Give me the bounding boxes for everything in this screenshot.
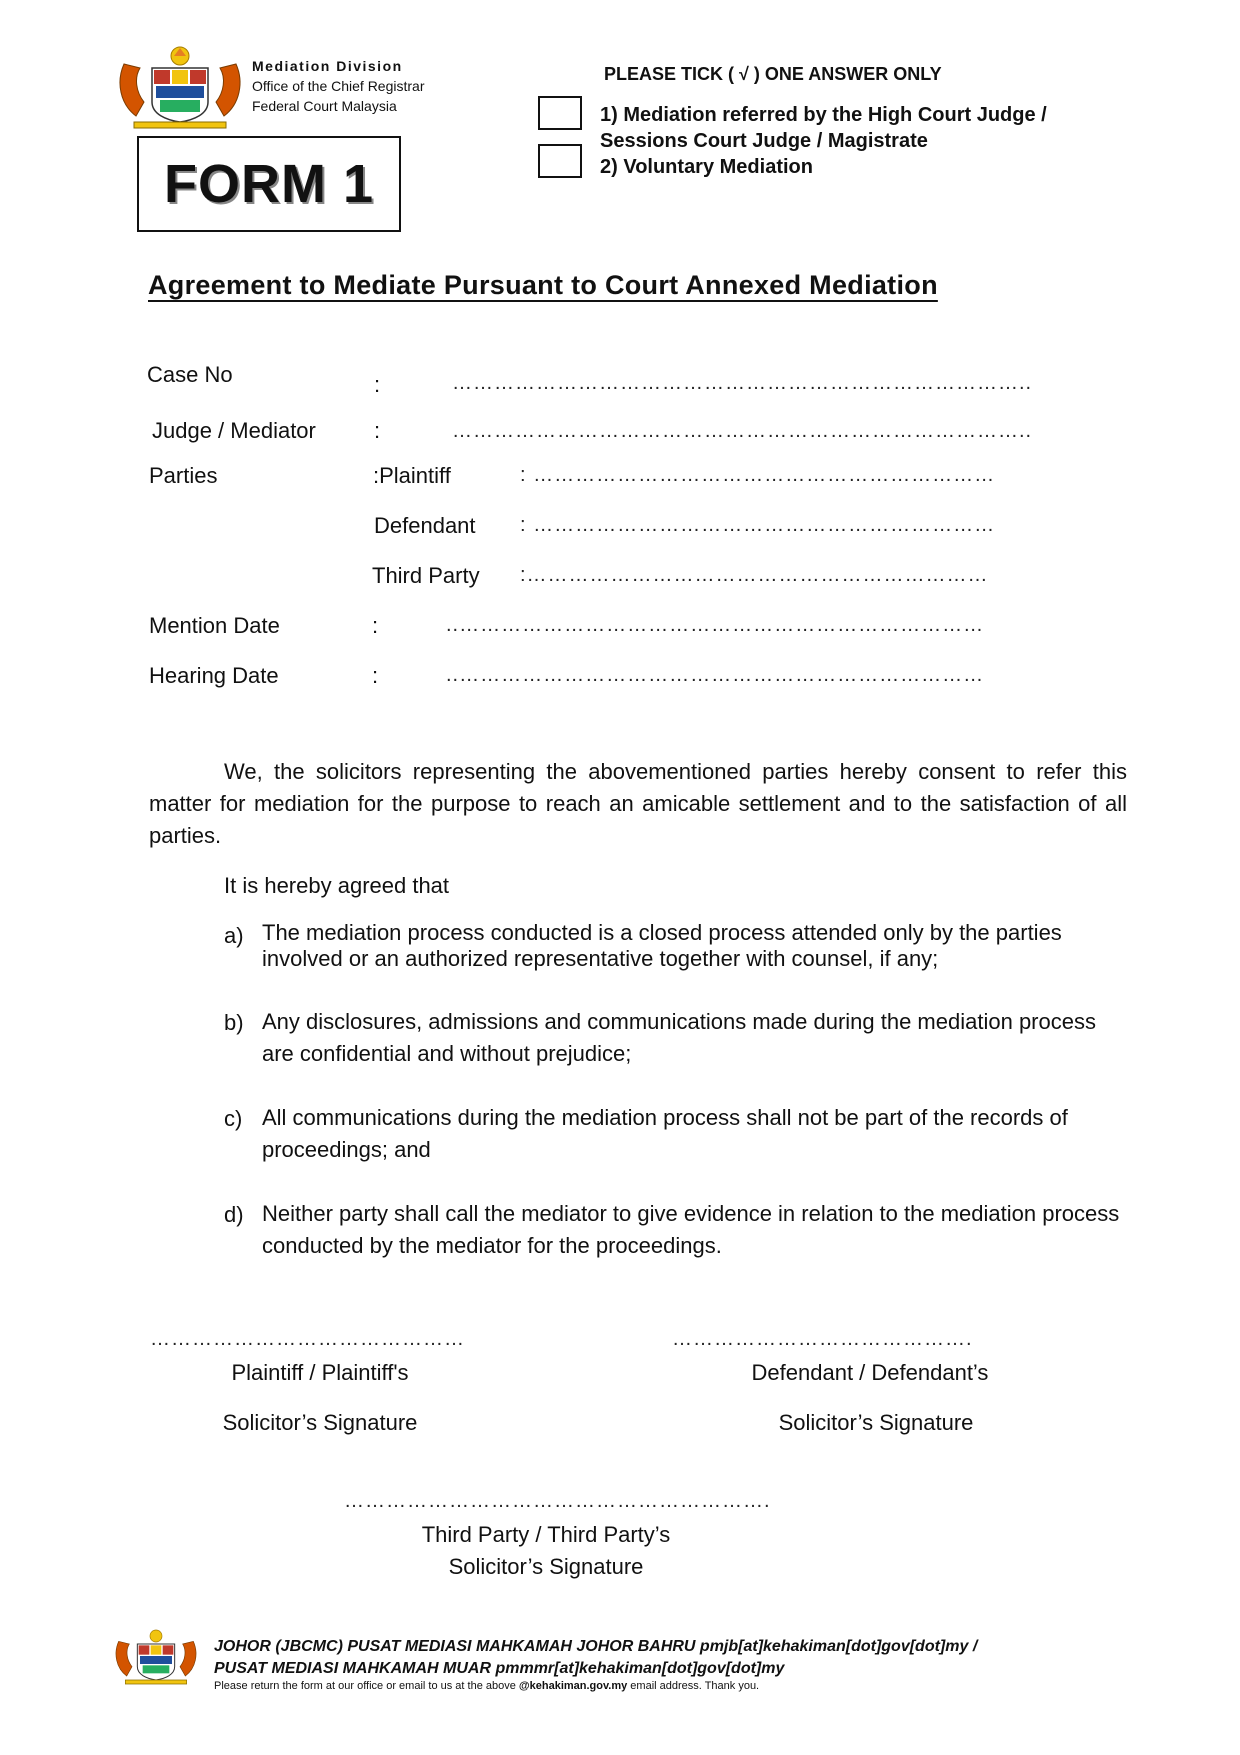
division-name: Mediation Division (252, 58, 403, 74)
hearing-date-field[interactable]: ..………………………………………………………………… (446, 664, 985, 686)
plaintiff-signature-label: Plaintiff / Plaintiff's (231, 1360, 409, 1385)
plaintiff-signature-line[interactable]: ……………………………………… (150, 1328, 465, 1350)
form-number-box (137, 136, 401, 232)
plaintiff-field[interactable]: : ………………………………………………………… (520, 464, 996, 486)
judge-colon: : (374, 418, 381, 443)
third-party-signature-label: Third Party / Third Party’s (421, 1522, 671, 1547)
option1-label-line2: Sessions Court Judge / Magistrate (600, 130, 928, 152)
footer-line2: PUSAT MEDIASI MAHKAMAH MUAR pmmmr[at]kehakiman[dot]gov[dot]my (214, 1660, 785, 1677)
parties-label: Parties (149, 463, 218, 488)
item-b-letter: b) (224, 1010, 244, 1035)
item-c-text: All communications during the mediation process shall not be part of the records of proceedings; and (262, 1105, 1068, 1162)
mention-date-colon: : (372, 613, 379, 638)
defendant-solicitor-signature-label: Solicitor’s Signature (778, 1410, 974, 1435)
case-no-colon: : (374, 372, 381, 397)
footer-coat-of-arms-logo (112, 1620, 200, 1692)
office-header (252, 56, 424, 116)
defendant-signature-line[interactable]: ……………………………………. (672, 1328, 973, 1350)
form-number: FORM 1 (163, 154, 374, 214)
tick-instruction: PLEASE TICK ( √ ) ONE ANSWER ONLY (604, 64, 942, 84)
judge-label: Judge / Mediator (152, 418, 316, 443)
item-b-text: Any disclosures, admissions and communications made during the mediation process are confidential and without prejudice; (262, 1009, 1096, 1066)
hearing-date-colon: : (372, 663, 379, 688)
third-party-signature-line[interactable]: ……………………………………………………. (344, 1490, 771, 1512)
form-title: Agreement to Mediate Pursuant to Court Annexed Mediation (148, 270, 938, 300)
office-name: Office of the Chief Registrar (252, 78, 425, 94)
footer-note-post: email address. Thank you. (627, 1680, 760, 1692)
option1-checkbox[interactable] (538, 96, 582, 130)
court-name: Federal Court Malaysia (252, 98, 397, 114)
defendant-signature-label: Defendant / Defendant’s (751, 1360, 989, 1385)
item-d-text: Neither party shall call the mediator to give evidence in relation to the mediation process conducted by the mediator for the proceedings. (262, 1201, 1120, 1258)
third-party-label: Third Party (372, 563, 480, 588)
option2-checkbox[interactable] (538, 144, 582, 178)
item-c-letter: c) (224, 1106, 243, 1131)
mention-date-field[interactable]: ..………………………………………………………………… (446, 614, 985, 636)
footer-line1: JOHOR (JBCMC) PUSAT MEDIASI MAHKAMAH JOHOR BAHRU pmjb[at]kehakiman[dot]gov[dot]my / (214, 1638, 978, 1655)
judge-field[interactable]: ……………………………………………………………………….. (452, 420, 1033, 442)
footer-note (214, 1680, 759, 1692)
item-d-letter: d) (224, 1202, 244, 1227)
third-party-field[interactable]: :………………………………………………………… (520, 564, 989, 586)
coat-of-arms-logo (114, 42, 246, 130)
plaintiff-solicitor-signature-label: Solicitor’s Signature (222, 1410, 418, 1435)
consent-paragraph: We, the solicitors representing the abovementioned parties hereby consent to refer this matter for mediation for the purpose to reach an amicable settlement and to the satisfaction of all parties. (149, 759, 1127, 848)
defendant-field[interactable]: : ………………………………………………………… (520, 514, 996, 536)
mention-date-label: Mention Date (149, 613, 280, 638)
option1-label-line1: 1) Mediation referred by the High Court Judge / (600, 104, 1047, 126)
footer-note-pre: Please return the form at our office or email to us at the above (214, 1680, 519, 1692)
plaintiff-label: :Plaintiff (373, 463, 451, 488)
case-no-label: Case No (147, 362, 233, 387)
defendant-label: Defendant (374, 513, 476, 538)
agreed-intro: It is hereby agreed that (224, 873, 450, 898)
option2-label: 2) Voluntary Mediation (600, 156, 813, 178)
case-no-field[interactable]: ……………………………………………………………………….. (452, 372, 1033, 394)
third-party-solicitor-signature-label: Solicitor’s Signature (448, 1554, 644, 1579)
item-a-letter: a) (224, 923, 244, 948)
hearing-date-label: Hearing Date (149, 663, 279, 688)
item-a-text: The mediation process conducted is a closed process attended only by the parties involved or an authorized representative together with counsel, if any; (262, 920, 1062, 971)
footer-note-email: @kehakiman.gov.my (518, 1680, 628, 1692)
